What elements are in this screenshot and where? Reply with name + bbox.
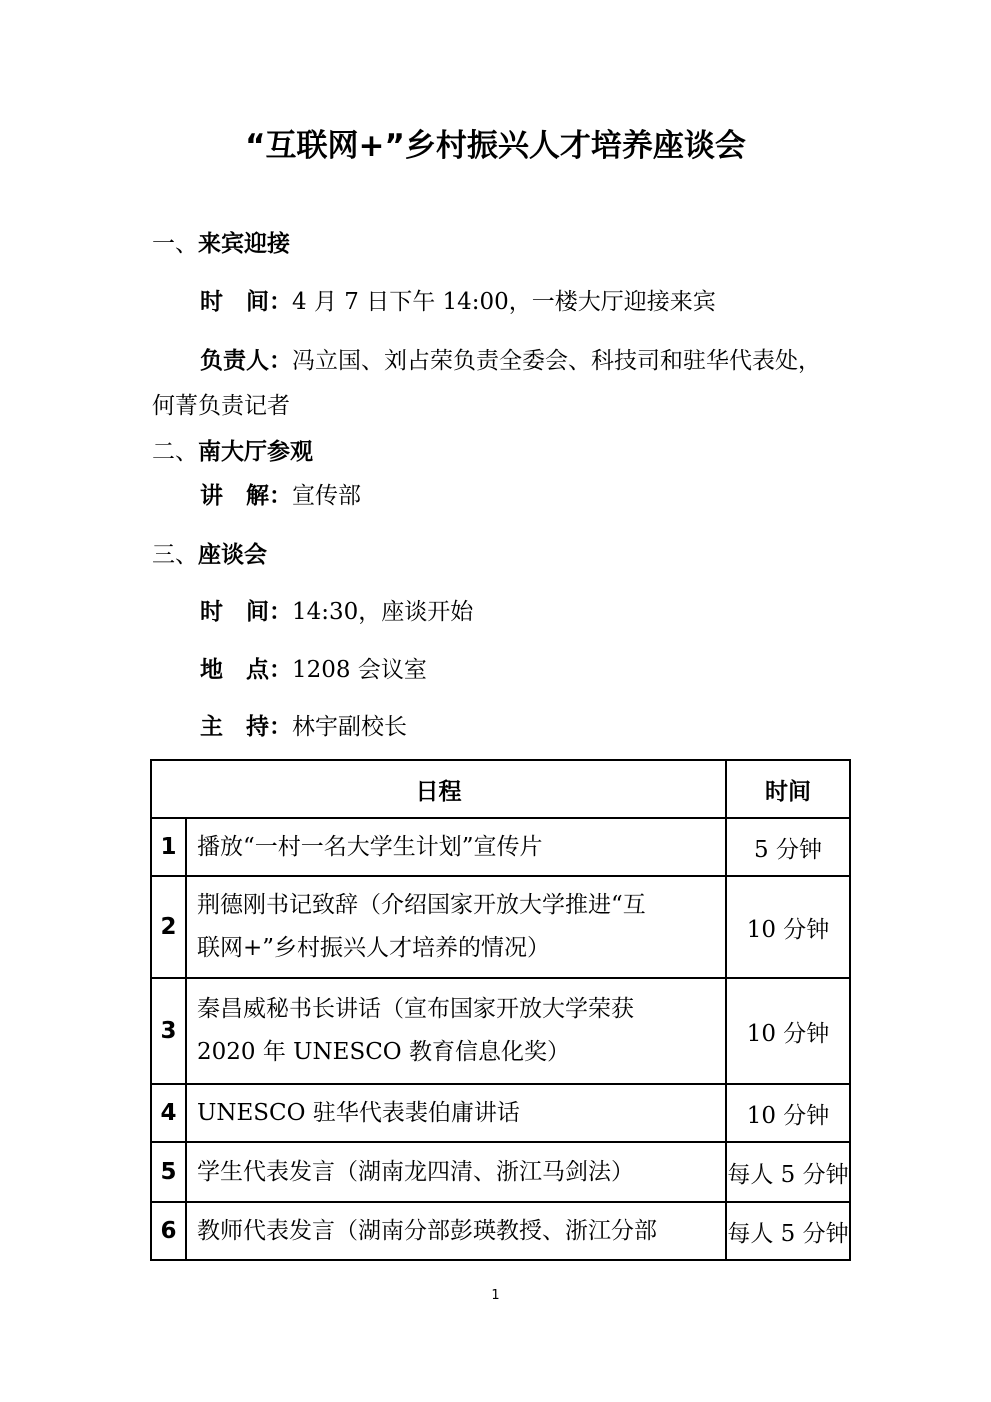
table-row	[151, 818, 850, 876]
row-time: 10 分钟	[726, 876, 850, 978]
hall-guide-value: 宣传部	[292, 483, 361, 509]
meeting-place-label: 地 点：	[200, 657, 292, 683]
row-number: 5	[151, 1142, 186, 1202]
row-item	[186, 818, 726, 876]
header-time: 时间	[726, 760, 850, 818]
table-row	[151, 1084, 850, 1142]
reception-responsible-label: 负责人：	[200, 348, 292, 374]
row-item-line: 联网+”乡村振兴人才培养的情况）	[197, 935, 551, 961]
section-number-1: 一、	[152, 231, 198, 257]
section-title-3: 座谈会	[198, 542, 267, 568]
header-item: 日程	[151, 760, 726, 818]
row-number: 2	[151, 876, 186, 978]
section-title-2: 南大厅参观	[198, 439, 313, 465]
row-time: 10 分钟	[726, 1084, 850, 1142]
reception-responsible-value: 冯立国、刘占荣负责全委会、科技司和驻华代表处，	[292, 348, 821, 374]
row-item-line: 学生代表发言（湖南龙四清、浙江马剑法）	[197, 1158, 634, 1185]
row-number: 4	[151, 1084, 186, 1142]
table-row	[151, 876, 850, 978]
meeting-time-label: 时 间：	[200, 599, 292, 625]
hall-guide-label: 讲 解：	[200, 483, 292, 509]
table-row	[151, 1142, 850, 1202]
row-item-line: 2020 年 UNESCO 教育信息化奖）	[197, 1039, 570, 1065]
row-item	[186, 876, 726, 978]
row-time: 10 分钟	[726, 978, 850, 1084]
table-header-row	[151, 760, 850, 818]
table-row	[151, 1202, 850, 1260]
meeting-host-value: 林宇副校长	[292, 714, 407, 740]
meeting-time-value: 14:30，座谈开始	[292, 599, 474, 625]
row-item-line: 播放“一村一名大学生计划”宣传片	[197, 833, 543, 860]
reception-time	[200, 286, 716, 318]
meeting-time	[200, 596, 473, 628]
meeting-place	[200, 654, 427, 686]
section-heading-1	[152, 228, 290, 260]
row-time: 5 分钟	[726, 818, 850, 876]
row-item-line: 荆德刚书记致辞（介绍国家开放大学推进“互	[197, 892, 646, 918]
page-number: 1	[491, 1288, 500, 1303]
reception-responsible	[200, 345, 821, 377]
meeting-host	[200, 711, 407, 743]
reception-time-value: 4 月 7 日下午 14:00，一楼大厅迎接来宾	[292, 289, 716, 315]
row-number: 1	[151, 818, 186, 876]
row-time: 每人 5 分钟	[726, 1142, 850, 1202]
hall-guide	[200, 480, 361, 512]
row-item	[186, 1202, 726, 1260]
row-number: 3	[151, 978, 186, 1084]
meeting-host-label: 主 持：	[200, 714, 292, 740]
row-item	[186, 1084, 726, 1142]
page-title: “互联网+”乡村振兴人才培养座谈会	[245, 128, 746, 164]
table-row	[151, 978, 850, 1084]
meeting-place-value: 1208 会议室	[292, 657, 427, 683]
row-item	[186, 1142, 726, 1202]
schedule-table	[150, 759, 851, 1261]
row-item-line: 教师代表发言（湖南分部彭瑛教授、浙江分部	[197, 1217, 657, 1244]
reception-time-label: 时 间：	[200, 289, 292, 315]
section-number-2: 二、	[152, 439, 198, 465]
row-number: 6	[151, 1202, 186, 1260]
row-item	[186, 978, 726, 1084]
section-title-1: 来宾迎接	[198, 231, 290, 257]
section-heading-2	[152, 436, 313, 468]
row-item-line: UNESCO 驻华代表裴伯庸讲话	[197, 1099, 520, 1126]
section-heading-3	[152, 539, 267, 571]
section-number-3: 三、	[152, 542, 198, 568]
reception-responsible-continued: 何菁负责记者	[152, 393, 290, 419]
row-time: 每人 5 分钟	[726, 1202, 850, 1260]
row-item-line: 秦昌威秘书长讲话（宣布国家开放大学荣获	[197, 996, 634, 1022]
